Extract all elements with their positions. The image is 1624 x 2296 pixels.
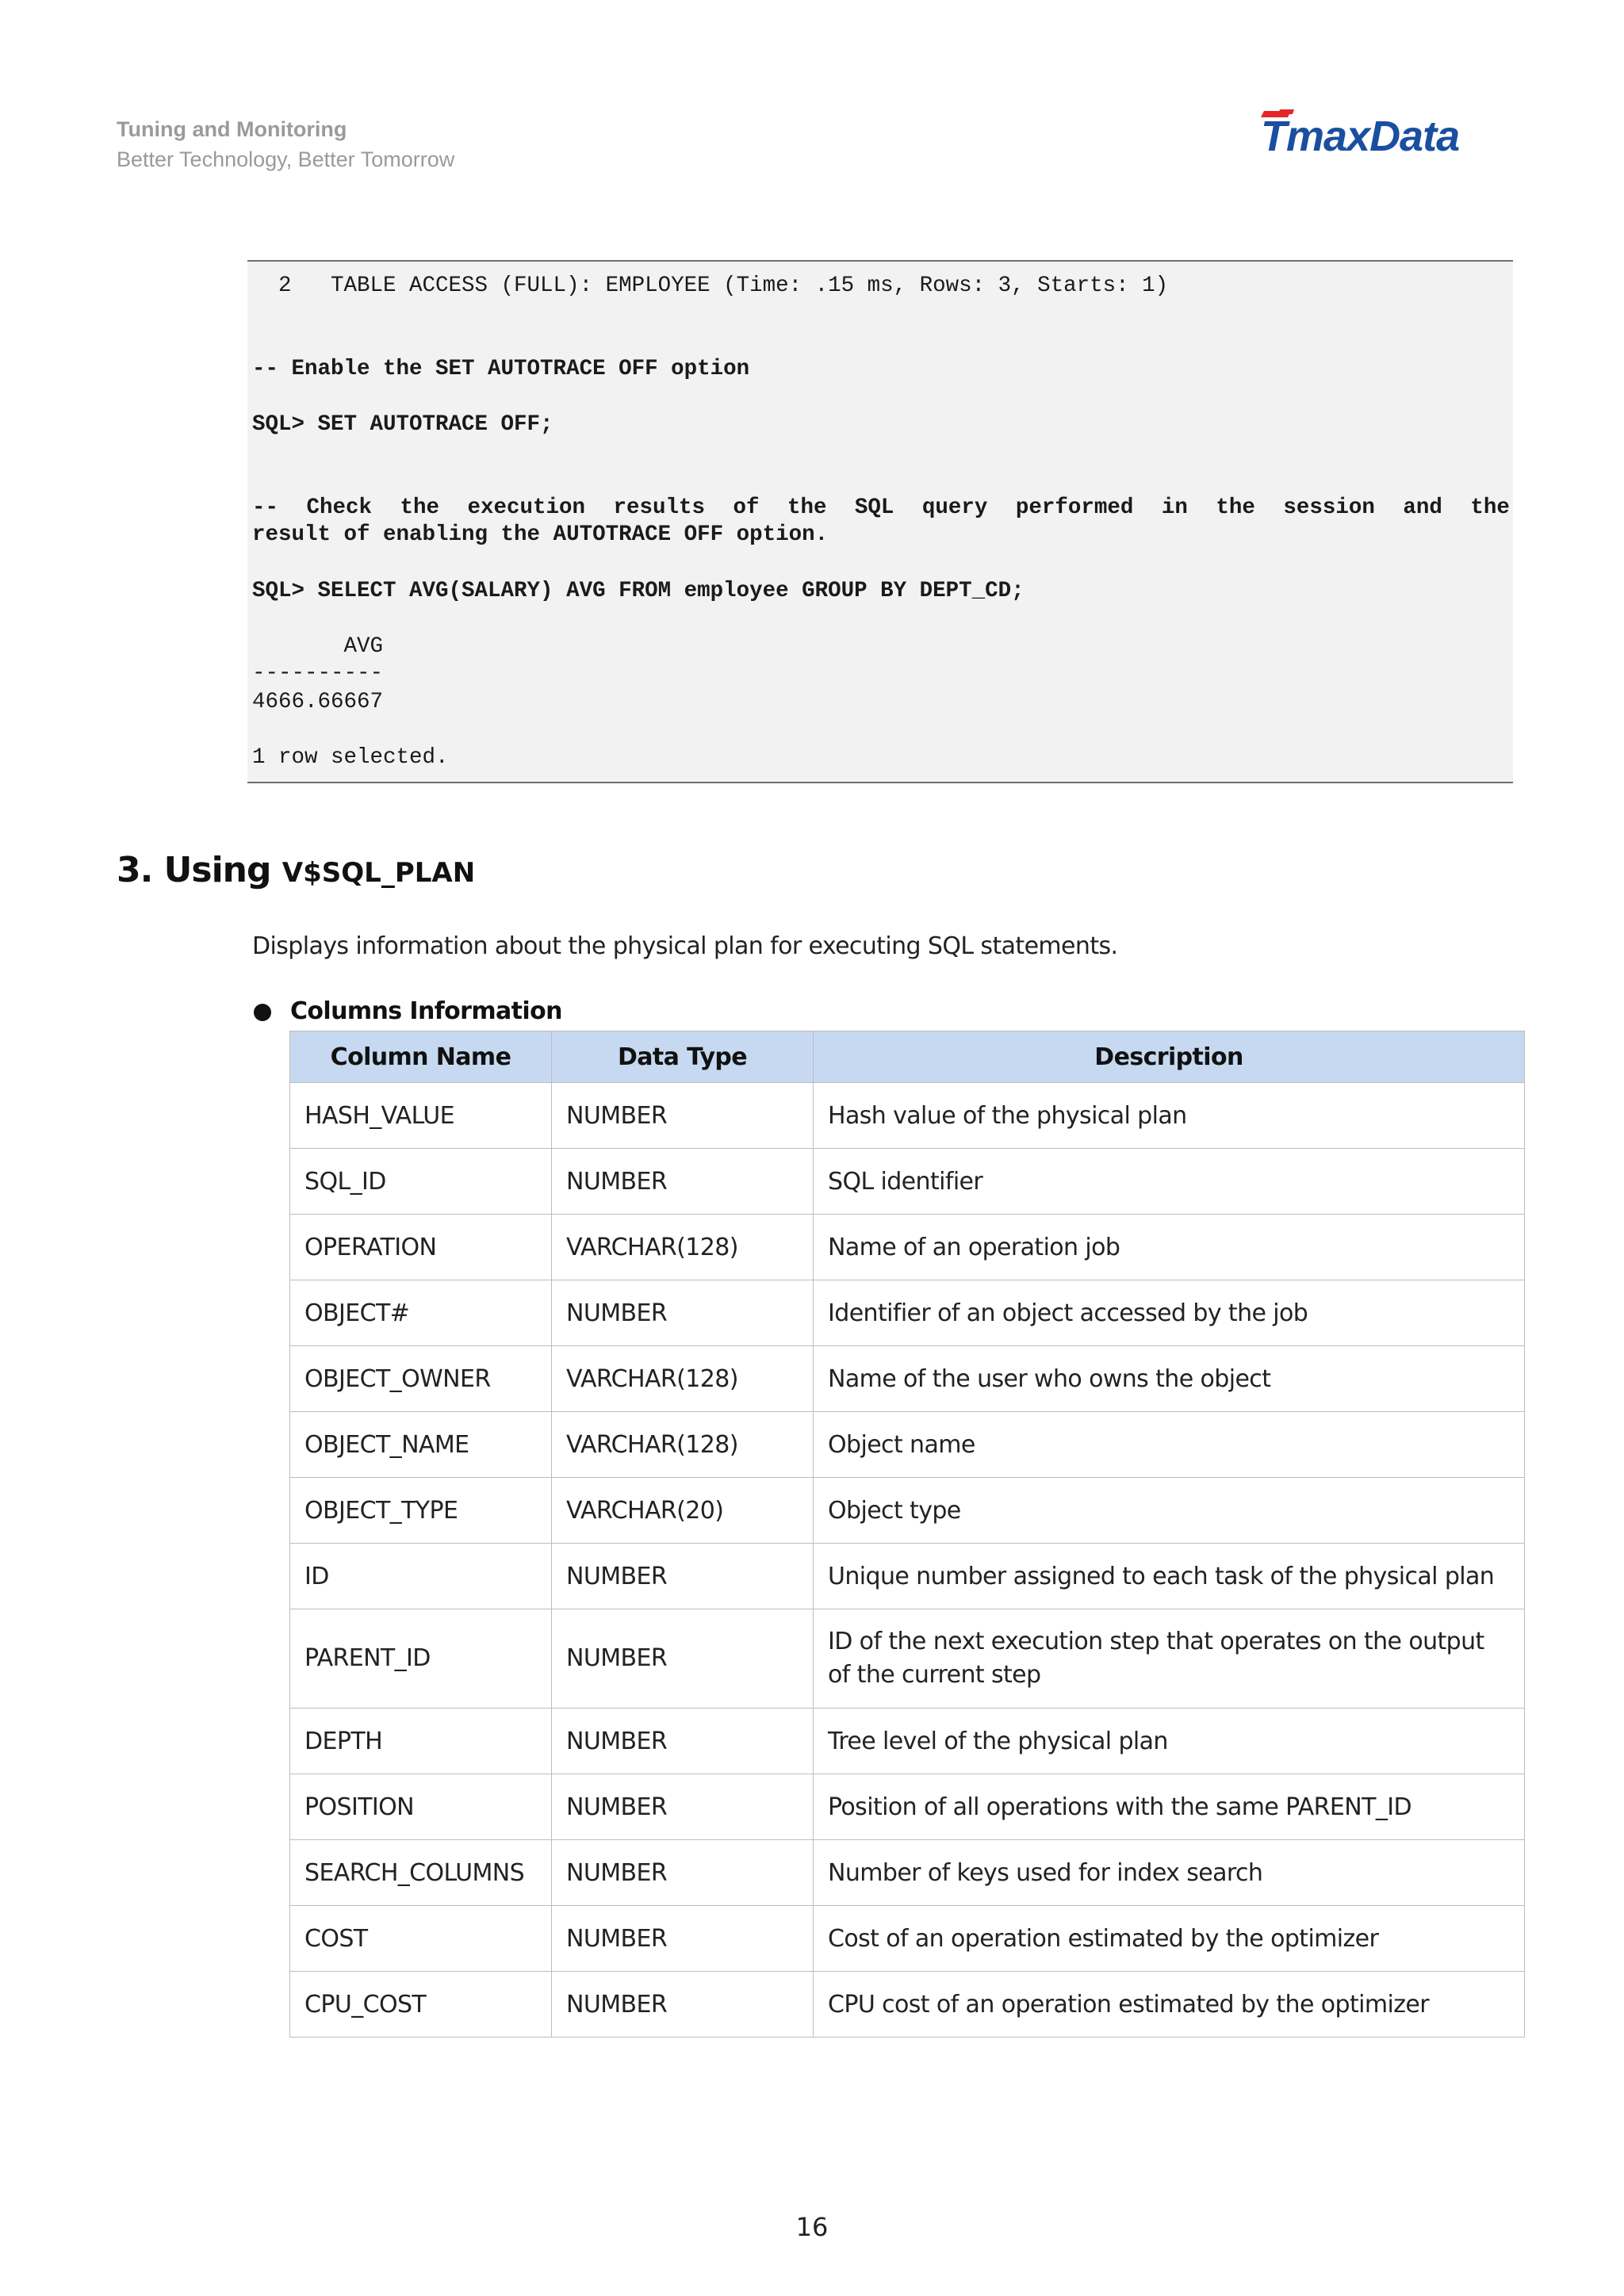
cell-description: Position of all operations with the same PARENT_ID (814, 1774, 1525, 1840)
cell-description: Unique number assigned to each task of the physical plan (814, 1544, 1525, 1609)
cell-data-type: NUMBER (552, 1544, 814, 1609)
code-select-query: SQL> SELECT AVG(SALARY) AVG FROM employee GROUP BY DEPT_CD; (252, 579, 1025, 603)
section-description: Displays information about the physical plan for executing SQL statements. (252, 932, 1118, 960)
cell-column-name: OBJECT# (290, 1280, 552, 1346)
code-comment-check: -- Check the execution results of the SQL query performed in the session and the (252, 496, 1510, 520)
code-result-header: AVG (252, 634, 384, 659)
table-row (290, 1906, 1525, 1972)
cell-description: Hash value of the physical plan (814, 1083, 1525, 1149)
cell-description: Tree level of the physical plan (814, 1709, 1525, 1774)
code-plan-line: 2 TABLE ACCESS (FULL): EMPLOYEE (Time: .15 ms, Rows: 3, Starts: 1) (252, 274, 1169, 298)
cell-data-type: VARCHAR(128) (552, 1346, 814, 1412)
table-row (290, 1544, 1525, 1609)
columns-table (289, 1031, 1525, 2038)
header-data-type: Data Type (552, 1031, 814, 1083)
cell-description: Cost of an operation estimated by the optimizer (814, 1906, 1525, 1972)
bullet-label: Columns Information (290, 997, 562, 1025)
cell-data-type: VARCHAR(128) (552, 1215, 814, 1280)
cell-data-type: NUMBER (552, 1609, 814, 1709)
cell-column-name: OBJECT_OWNER (290, 1346, 552, 1412)
cell-description: Object type (814, 1478, 1525, 1544)
table-row (290, 1346, 1525, 1412)
cell-column-name: COST (290, 1906, 552, 1972)
code-comment-check-line2: result of enabling the AUTOTRACE OFF option. (252, 522, 829, 547)
cell-column-name: OPERATION (290, 1215, 552, 1280)
code-block (247, 260, 1513, 783)
cell-column-name: DEPTH (290, 1709, 552, 1774)
cell-description: ID of the next execution step that operates on the output of the current step (814, 1609, 1525, 1709)
section-title: 3. Using V$SQL_PLAN (117, 850, 476, 890)
table-row (290, 1280, 1525, 1346)
header-subtitle: Better Technology, Better Tomorrow (117, 147, 455, 171)
table-row (290, 1774, 1525, 1840)
section-title-code: V$SQL_PLAN (282, 857, 476, 889)
table-row (290, 1709, 1525, 1774)
table-row (290, 1478, 1525, 1544)
table-row (290, 1972, 1525, 2038)
code-set-autotrace: SQL> SET AUTOTRACE OFF; (252, 412, 553, 437)
cell-data-type: VARCHAR(20) (552, 1478, 814, 1544)
cell-column-name: OBJECT_TYPE (290, 1478, 552, 1544)
page-header (117, 114, 454, 174)
bullet-icon (254, 1004, 271, 1021)
header-title: Tuning and Monitoring (117, 117, 347, 141)
cell-column-name: HASH_VALUE (290, 1083, 552, 1149)
cell-data-type: NUMBER (552, 1149, 814, 1215)
cell-data-type: NUMBER (552, 1972, 814, 2038)
cell-description: Identifier of an object accessed by the job (814, 1280, 1525, 1346)
code-result-value: 4666.66667 (252, 690, 384, 714)
logo-text: TmaxData (1261, 113, 1460, 160)
cell-description: Name of an operation job (814, 1215, 1525, 1280)
table-row (290, 1609, 1525, 1709)
cell-column-name: SQL_ID (290, 1149, 552, 1215)
cell-data-type: NUMBER (552, 1083, 814, 1149)
header-column-name: Column Name (290, 1031, 552, 1083)
table-row (290, 1149, 1525, 1215)
cell-data-type: NUMBER (552, 1280, 814, 1346)
table-header-row (290, 1031, 1525, 1083)
cell-column-name: PARENT_ID (290, 1609, 552, 1709)
table-row (290, 1412, 1525, 1478)
cell-column-name: CPU_COST (290, 1972, 552, 2038)
cell-column-name: SEARCH_COLUMNS (290, 1840, 552, 1906)
cell-description: SQL identifier (814, 1149, 1525, 1215)
code-comment-enable: -- Enable the SET AUTOTRACE OFF option (252, 357, 750, 381)
tmaxdata-logo (1259, 106, 1513, 162)
cell-description: Name of the user who owns the object (814, 1346, 1525, 1412)
table-row (290, 1083, 1525, 1149)
header-description: Description (814, 1031, 1525, 1083)
table-row (290, 1215, 1525, 1280)
cell-description: Number of keys used for index search (814, 1840, 1525, 1906)
table-row (290, 1840, 1525, 1906)
cell-column-name: POSITION (290, 1774, 552, 1840)
cell-data-type: NUMBER (552, 1906, 814, 1972)
cell-data-type: VARCHAR(128) (552, 1412, 814, 1478)
code-rows-selected: 1 row selected. (252, 745, 449, 770)
cell-data-type: NUMBER (552, 1709, 814, 1774)
page-number: 16 (795, 2212, 829, 2242)
cell-column-name: OBJECT_NAME (290, 1412, 552, 1478)
cell-data-type: NUMBER (552, 1840, 814, 1906)
code-result-separator: ---------- (252, 661, 384, 686)
cell-description: Object name (814, 1412, 1525, 1478)
cell-column-name: ID (290, 1544, 552, 1609)
cell-description: CPU cost of an operation estimated by the optimizer (814, 1972, 1525, 2038)
cell-data-type: NUMBER (552, 1774, 814, 1840)
